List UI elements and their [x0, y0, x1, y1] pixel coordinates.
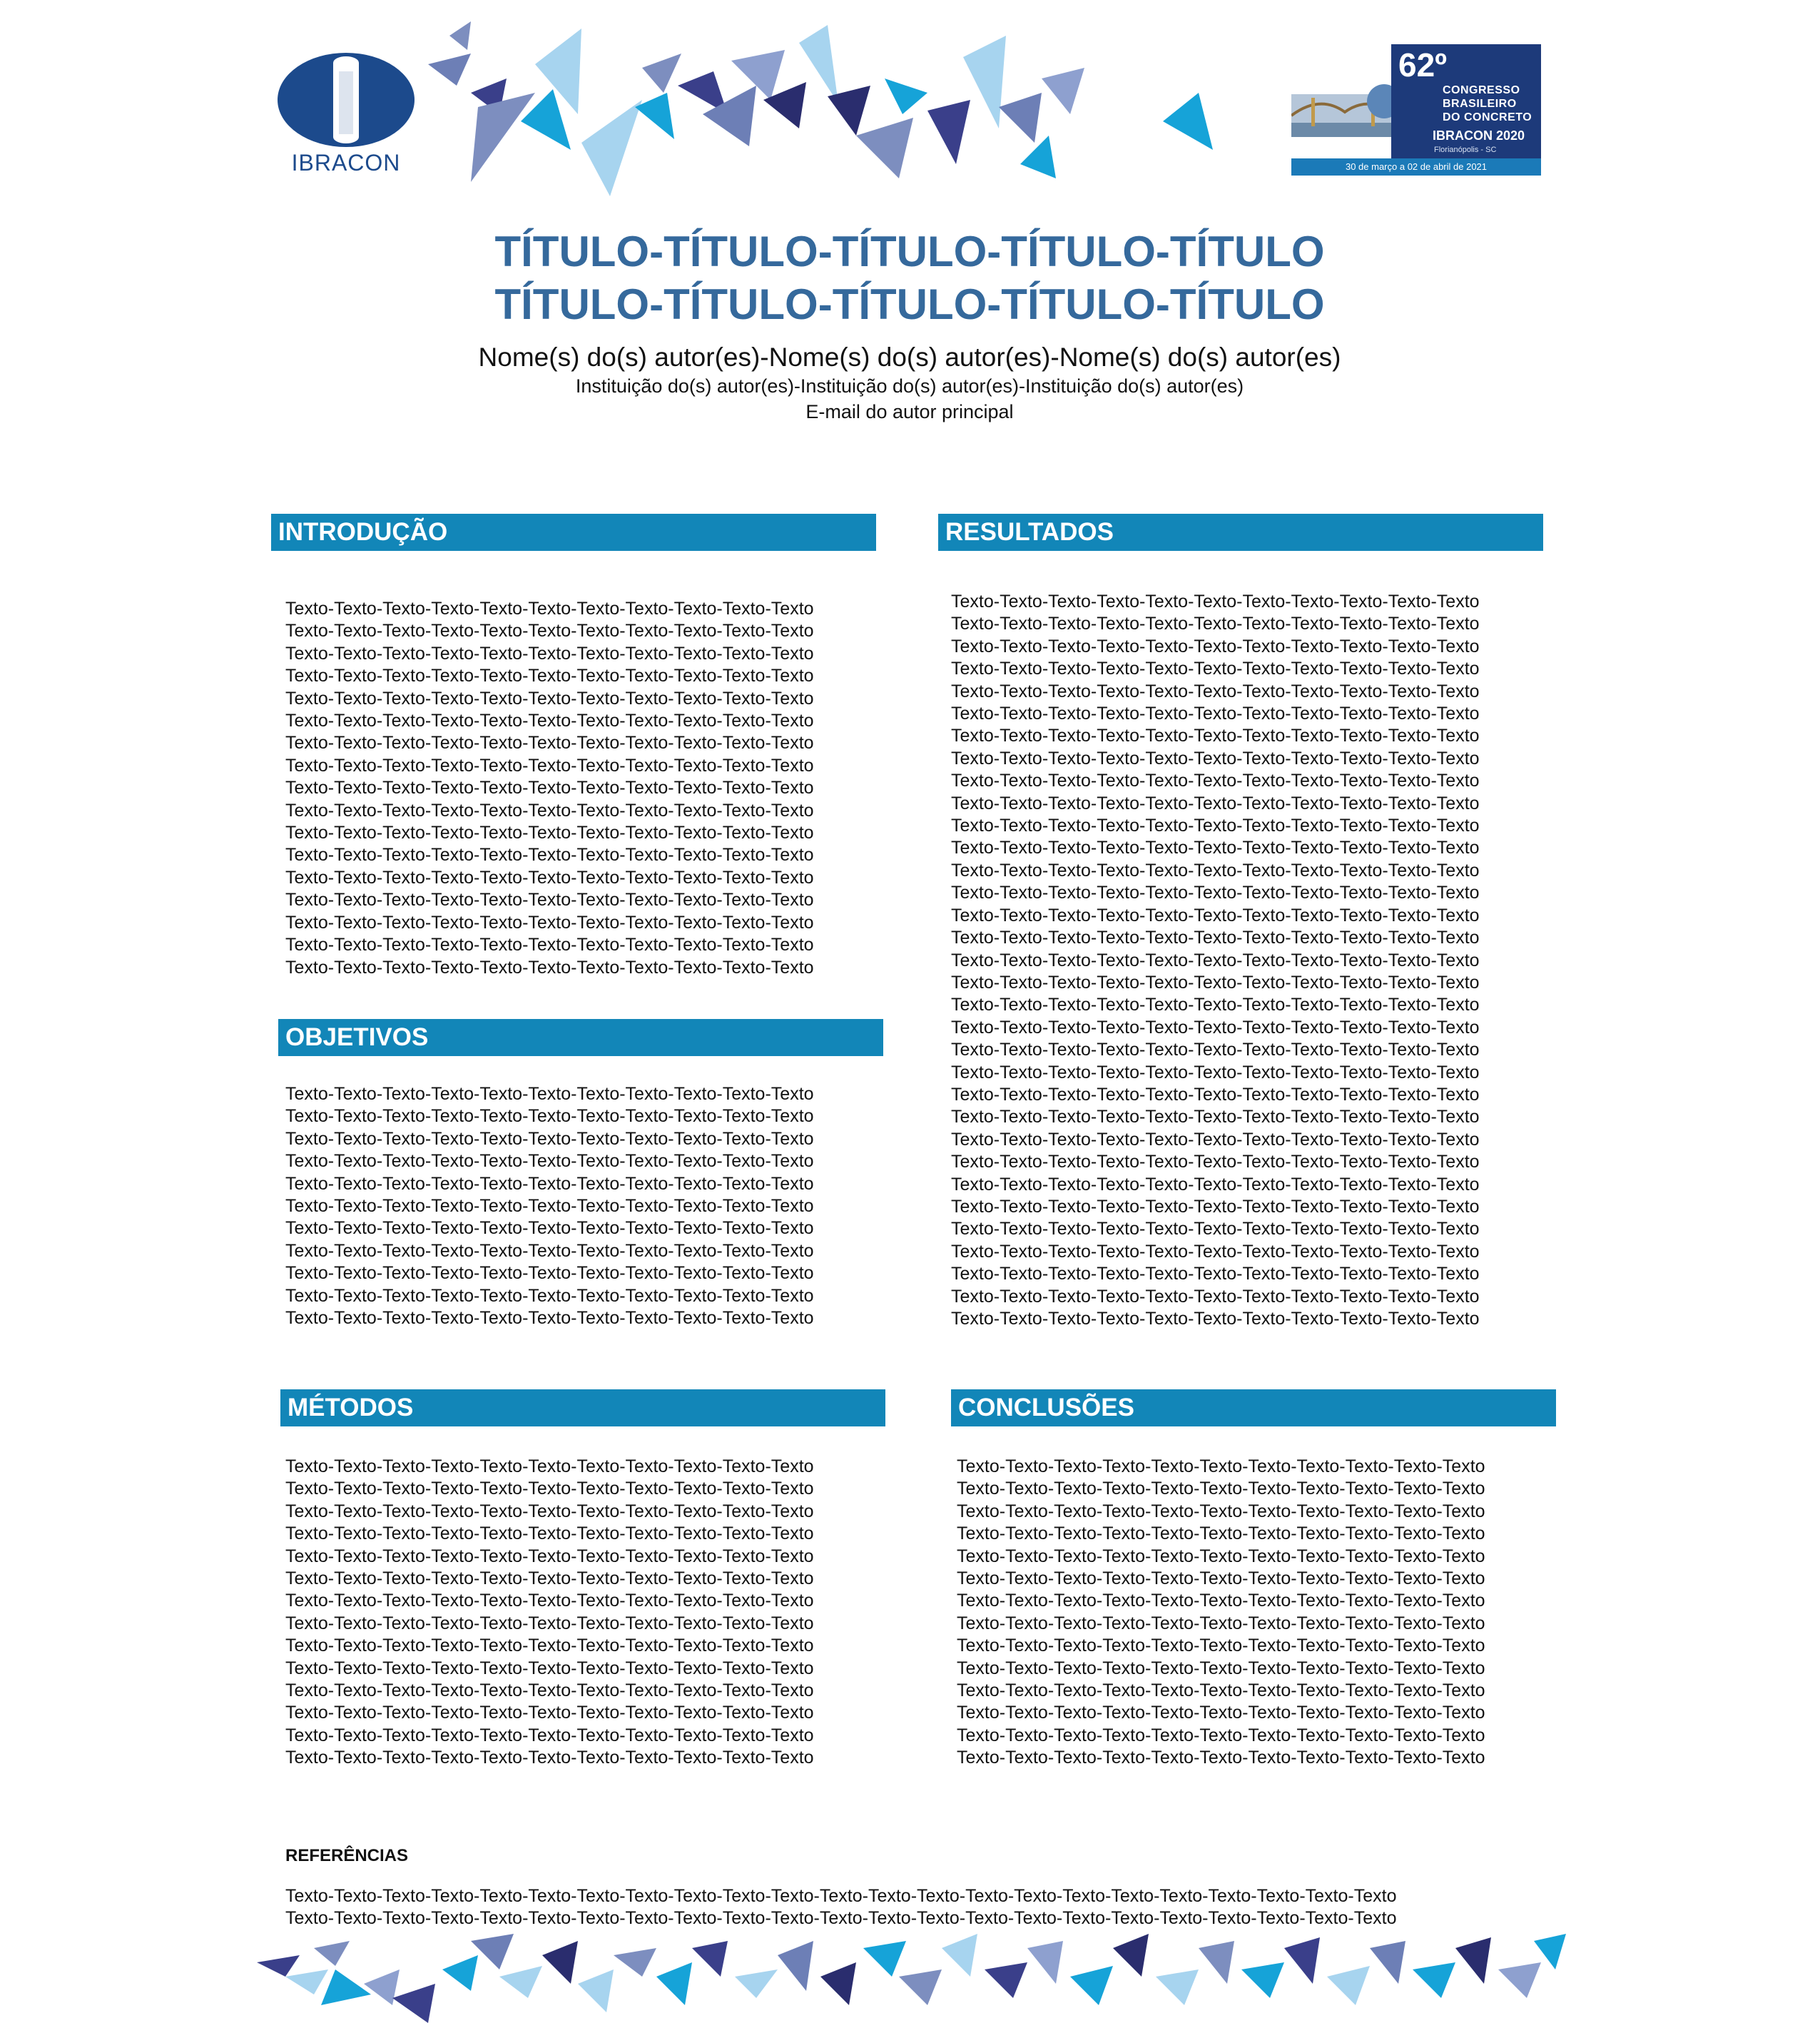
ibracon-logo-icon — [275, 50, 417, 150]
text-line: Texto-Texto-Texto-Texto-Texto-Texto-Texto-Texto-Texto-Texto-Texto — [285, 1196, 814, 1217]
text-line: Texto-Texto-Texto-Texto-Texto-Texto-Texto-Texto-Texto-Texto-Texto — [285, 1285, 814, 1306]
text-line: Texto-Texto-Texto-Texto-Texto-Texto-Texto-Texto-Texto-Texto-Texto — [951, 1062, 1480, 1083]
decorative-triangles-bottom — [257, 1927, 1570, 2023]
section-text-resultados — [951, 591, 1480, 1330]
text-line: Texto-Texto-Texto-Texto-Texto-Texto-Texto-Texto-Texto-Texto-Texto — [285, 778, 814, 798]
text-line: Texto-Texto-Texto-Texto-Texto-Texto-Texto-Texto-Texto-Texto-Texto — [957, 1479, 1485, 1499]
text-line: Texto-Texto-Texto-Texto-Texto-Texto-Texto-Texto-Texto-Texto-Texto — [285, 935, 814, 955]
text-line: Texto-Texto-Texto-Texto-Texto-Texto-Texto-Texto-Texto-Texto-Texto — [951, 1017, 1480, 1038]
text-line: Texto-Texto-Texto-Texto-Texto-Texto-Texto-Texto-Texto-Texto-Texto — [951, 1174, 1480, 1195]
text-line: Texto-Texto-Texto-Texto-Texto-Texto-Texto-Texto-Texto-Texto-Texto — [285, 867, 814, 888]
section-header-metodos: MÉTODOS — [280, 1389, 885, 1426]
text-line: Texto-Texto-Texto-Texto-Texto-Texto-Texto-Texto-Texto-Texto-Texto — [957, 1658, 1485, 1678]
text-line: Texto-Texto-Texto-Texto-Texto-Texto-Texto-Texto-Texto-Texto-Texto — [951, 1084, 1480, 1105]
text-line: Texto-Texto-Texto-Texto-Texto-Texto-Texto-Texto-Texto-Texto-Texto — [951, 681, 1480, 701]
text-line: Texto-Texto-Texto-Texto-Texto-Texto-Texto-Texto-Texto-Texto-Texto — [285, 1568, 814, 1589]
text-line: Texto-Texto-Texto-Texto-Texto-Texto-Texto-Texto-Texto-Texto-Texto — [951, 1286, 1480, 1307]
text-line: Texto-Texto-Texto-Texto-Texto-Texto-Texto-Texto-Texto-Texto-Texto — [951, 928, 1480, 948]
text-line: Texto-Texto-Texto-Texto-Texto-Texto-Texto-Texto-Texto-Texto-Texto — [285, 1128, 814, 1149]
text-line: Texto-Texto-Texto-Texto-Texto-Texto-Texto-Texto-Texto-Texto-Texto — [951, 1264, 1480, 1284]
text-line: Texto-Texto-Texto-Texto-Texto-Texto-Texto-Texto-Texto-Texto-Texto — [951, 860, 1480, 881]
section-header-referencias: REFERÊNCIAS — [285, 1846, 409, 1865]
section-header-introducao: INTRODUÇÃO — [271, 514, 876, 551]
text-line: Texto-Texto-Texto-Texto-Texto-Texto-Texto-Texto-Texto-Texto-Texto — [285, 711, 814, 731]
section-text-objetivos — [285, 1083, 814, 1329]
text-line: Texto-Texto-Texto-Texto-Texto-Texto-Texto-Texto-Texto-Texto-Texto — [285, 1173, 814, 1194]
text-line: Texto-Texto-Texto-Texto-Texto-Texto-Texto-Texto-Texto-Texto-Texto — [285, 1308, 814, 1329]
text-line: Texto-Texto-Texto-Texto-Texto-Texto-Texto-Texto-Texto-Texto-Texto — [285, 1106, 814, 1127]
text-line: Texto-Texto-Texto-Texto-Texto-Texto-Texto-Texto-Texto-Texto-Texto — [285, 1703, 814, 1723]
text-line: Texto-Texto-Texto-Texto-Texto-Texto-Texto-Texto-Texto-Texto-Texto — [285, 890, 814, 911]
text-line: Texto-Texto-Texto-Texto-Texto-Texto-Texto-Texto-Texto-Texto-Texto-Texto-Texto-Texto-Texto-Texto-Texto-Texto-Texto-Texto-Texto-Texto-Texto — [285, 1886, 1397, 1906]
text-line: Texto-Texto-Texto-Texto-Texto-Texto-Texto-Texto-Texto-Texto-Texto — [285, 1479, 814, 1499]
congress-line3: DO CONCRETO — [1443, 111, 1532, 123]
congress-city: Florianópolis - SC — [1434, 146, 1497, 154]
text-line: Texto-Texto-Texto-Texto-Texto-Texto-Texto-Texto-Texto-Texto-Texto — [285, 1263, 814, 1284]
text-line: Texto-Texto-Texto-Texto-Texto-Texto-Texto-Texto-Texto-Texto-Texto — [951, 636, 1480, 656]
text-line: Texto-Texto-Texto-Texto-Texto-Texto-Texto-Texto-Texto-Texto-Texto — [285, 643, 814, 664]
text-line: Texto-Texto-Texto-Texto-Texto-Texto-Texto-Texto-Texto-Texto-Texto — [285, 599, 814, 619]
text-line: Texto-Texto-Texto-Texto-Texto-Texto-Texto-Texto-Texto-Texto-Texto-Texto-Texto-Texto-Texto-Texto-Texto-Texto-Texto-Texto-Texto-Texto-Texto — [285, 1908, 1397, 1929]
text-line: Texto-Texto-Texto-Texto-Texto-Texto-Texto-Texto-Texto-Texto-Texto — [285, 1151, 814, 1172]
bridge-photo-icon — [1291, 73, 1398, 151]
text-line: Texto-Texto-Texto-Texto-Texto-Texto-Texto-Texto-Texto-Texto-Texto — [951, 1040, 1480, 1060]
text-line: Texto-Texto-Texto-Texto-Texto-Texto-Texto-Texto-Texto-Texto-Texto — [957, 1636, 1485, 1656]
text-line: Texto-Texto-Texto-Texto-Texto-Texto-Texto-Texto-Texto-Texto-Texto — [957, 1725, 1485, 1745]
text-line: Texto-Texto-Texto-Texto-Texto-Texto-Texto-Texto-Texto-Texto-Texto — [285, 755, 814, 776]
congress-number: 62º — [1398, 46, 1447, 83]
text-line: Texto-Texto-Texto-Texto-Texto-Texto-Texto-Texto-Texto-Texto-Texto — [285, 1658, 814, 1678]
author-email: E-mail do autor principal — [805, 401, 1014, 422]
congress-event: IBRACON 2020 — [1433, 128, 1525, 143]
section-text-introducao — [285, 598, 814, 979]
text-line: Texto-Texto-Texto-Texto-Texto-Texto-Texto-Texto-Texto-Texto-Texto — [957, 1613, 1485, 1633]
text-line: Texto-Texto-Texto-Texto-Texto-Texto-Texto-Texto-Texto-Texto-Texto — [951, 1241, 1480, 1262]
ibracon-logo — [275, 50, 417, 176]
text-line: Texto-Texto-Texto-Texto-Texto-Texto-Texto-Texto-Texto-Texto-Texto — [285, 666, 814, 686]
text-line: Texto-Texto-Texto-Texto-Texto-Texto-Texto-Texto-Texto-Texto-Texto — [285, 845, 814, 866]
text-line: Texto-Texto-Texto-Texto-Texto-Texto-Texto-Texto-Texto-Texto-Texto — [285, 1523, 814, 1544]
text-line: Texto-Texto-Texto-Texto-Texto-Texto-Texto-Texto-Texto-Texto-Texto — [957, 1680, 1485, 1701]
text-line: Texto-Texto-Texto-Texto-Texto-Texto-Texto-Texto-Texto-Texto-Texto — [285, 733, 814, 754]
text-line: Texto-Texto-Texto-Texto-Texto-Texto-Texto-Texto-Texto-Texto-Texto — [285, 1218, 814, 1239]
institution: Instituição do(s) autor(es)-Instituição do(s) autor(es)-Instituição do(s) autor(es) — [575, 375, 1244, 397]
text-line: Texto-Texto-Texto-Texto-Texto-Texto-Texto-Texto-Texto-Texto-Texto — [951, 614, 1480, 634]
text-line: Texto-Texto-Texto-Texto-Texto-Texto-Texto-Texto-Texto-Texto-Texto — [957, 1591, 1485, 1611]
text-line: Texto-Texto-Texto-Texto-Texto-Texto-Texto-Texto-Texto-Texto-Texto — [285, 688, 814, 709]
authors: Nome(s) do(s) autor(es)-Nome(s) do(s) autor(es)-Nome(s) do(s) autor(es) — [478, 343, 1341, 372]
text-line: Texto-Texto-Texto-Texto-Texto-Texto-Texto-Texto-Texto-Texto-Texto — [951, 883, 1480, 903]
congress-badge — [1291, 44, 1541, 176]
text-line: Texto-Texto-Texto-Texto-Texto-Texto-Texto-Texto-Texto-Texto-Texto — [285, 1725, 814, 1745]
text-line: Texto-Texto-Texto-Texto-Texto-Texto-Texto-Texto-Texto-Texto-Texto — [951, 793, 1480, 813]
text-line: Texto-Texto-Texto-Texto-Texto-Texto-Texto-Texto-Texto-Texto-Texto — [957, 1703, 1485, 1723]
section-header-conclusoes: CONCLUSÕES — [951, 1389, 1556, 1426]
section-text-referencias — [285, 1885, 1396, 1930]
text-line: Texto-Texto-Texto-Texto-Texto-Texto-Texto-Texto-Texto-Texto-Texto — [285, 1546, 814, 1566]
text-line: Texto-Texto-Texto-Texto-Texto-Texto-Texto-Texto-Texto-Texto-Texto — [951, 995, 1480, 1015]
text-line: Texto-Texto-Texto-Texto-Texto-Texto-Texto-Texto-Texto-Texto-Texto — [285, 1084, 814, 1104]
text-line: Texto-Texto-Texto-Texto-Texto-Texto-Texto-Texto-Texto-Texto-Texto — [285, 1613, 814, 1633]
text-line: Texto-Texto-Texto-Texto-Texto-Texto-Texto-Texto-Texto-Texto-Texto — [957, 1546, 1485, 1566]
text-line: Texto-Texto-Texto-Texto-Texto-Texto-Texto-Texto-Texto-Texto-Texto — [285, 957, 814, 978]
title-line-1: TÍTULO-TÍTULO-TÍTULO-TÍTULO-TÍTULO — [494, 228, 1325, 275]
text-line: Texto-Texto-Texto-Texto-Texto-Texto-Texto-Texto-Texto-Texto-Texto — [951, 950, 1480, 970]
text-line: Texto-Texto-Texto-Texto-Texto-Texto-Texto-Texto-Texto-Texto-Texto — [951, 771, 1480, 791]
congress-line2: BRASILEIRO — [1443, 98, 1517, 110]
text-line: Texto-Texto-Texto-Texto-Texto-Texto-Texto-Texto-Texto-Texto-Texto — [285, 621, 814, 642]
text-line: Texto-Texto-Texto-Texto-Texto-Texto-Texto-Texto-Texto-Texto-Texto — [285, 1680, 814, 1701]
text-line: Texto-Texto-Texto-Texto-Texto-Texto-Texto-Texto-Texto-Texto-Texto — [957, 1501, 1485, 1521]
congress-dates: 30 de março a 02 de abril de 2021 — [1345, 161, 1488, 172]
text-line: Texto-Texto-Texto-Texto-Texto-Texto-Texto-Texto-Texto-Texto-Texto — [957, 1456, 1485, 1476]
text-line: Texto-Texto-Texto-Texto-Texto-Texto-Texto-Texto-Texto-Texto-Texto — [285, 1456, 814, 1476]
text-line: Texto-Texto-Texto-Texto-Texto-Texto-Texto-Texto-Texto-Texto-Texto — [951, 1107, 1480, 1127]
text-line: Texto-Texto-Texto-Texto-Texto-Texto-Texto-Texto-Texto-Texto-Texto — [951, 1309, 1480, 1329]
text-line: Texto-Texto-Texto-Texto-Texto-Texto-Texto-Texto-Texto-Texto-Texto — [951, 1219, 1480, 1239]
title-line-2: TÍTULO-TÍTULO-TÍTULO-TÍTULO-TÍTULO — [494, 280, 1325, 328]
text-line: Texto-Texto-Texto-Texto-Texto-Texto-Texto-Texto-Texto-Texto-Texto — [951, 592, 1480, 612]
text-line: Texto-Texto-Texto-Texto-Texto-Texto-Texto-Texto-Texto-Texto-Texto — [285, 823, 814, 843]
text-line: Texto-Texto-Texto-Texto-Texto-Texto-Texto-Texto-Texto-Texto-Texto — [951, 1129, 1480, 1150]
text-line: Texto-Texto-Texto-Texto-Texto-Texto-Texto-Texto-Texto-Texto-Texto — [951, 659, 1480, 679]
text-line: Texto-Texto-Texto-Texto-Texto-Texto-Texto-Texto-Texto-Texto-Texto — [957, 1568, 1485, 1589]
text-line: Texto-Texto-Texto-Texto-Texto-Texto-Texto-Texto-Texto-Texto-Texto — [285, 912, 814, 933]
text-line: Texto-Texto-Texto-Texto-Texto-Texto-Texto-Texto-Texto-Texto-Texto — [285, 1591, 814, 1611]
text-line: Texto-Texto-Texto-Texto-Texto-Texto-Texto-Texto-Texto-Texto-Texto — [951, 1152, 1480, 1172]
section-header-objetivos: OBJETIVOS — [278, 1019, 883, 1056]
text-line: Texto-Texto-Texto-Texto-Texto-Texto-Texto-Texto-Texto-Texto-Texto — [951, 704, 1480, 724]
text-line: Texto-Texto-Texto-Texto-Texto-Texto-Texto-Texto-Texto-Texto-Texto — [285, 800, 814, 821]
section-header-resultados: RESULTADOS — [938, 514, 1543, 551]
section-text-conclusoes — [957, 1456, 1485, 1770]
text-line: Texto-Texto-Texto-Texto-Texto-Texto-Texto-Texto-Texto-Texto-Texto — [285, 1501, 814, 1521]
text-line: Texto-Texto-Texto-Texto-Texto-Texto-Texto-Texto-Texto-Texto-Texto — [951, 726, 1480, 746]
text-line: Texto-Texto-Texto-Texto-Texto-Texto-Texto-Texto-Texto-Texto-Texto — [951, 748, 1480, 769]
text-line: Texto-Texto-Texto-Texto-Texto-Texto-Texto-Texto-Texto-Texto-Texto — [285, 1240, 814, 1261]
text-line: Texto-Texto-Texto-Texto-Texto-Texto-Texto-Texto-Texto-Texto-Texto — [285, 1636, 814, 1656]
ibracon-logo-text: IBRACON — [291, 150, 401, 176]
text-line: Texto-Texto-Texto-Texto-Texto-Texto-Texto-Texto-Texto-Texto-Texto — [951, 1196, 1480, 1217]
text-line: Texto-Texto-Texto-Texto-Texto-Texto-Texto-Texto-Texto-Texto-Texto — [951, 905, 1480, 926]
text-line: Texto-Texto-Texto-Texto-Texto-Texto-Texto-Texto-Texto-Texto-Texto — [951, 972, 1480, 993]
text-line: Texto-Texto-Texto-Texto-Texto-Texto-Texto-Texto-Texto-Texto-Texto — [957, 1748, 1485, 1768]
text-line: Texto-Texto-Texto-Texto-Texto-Texto-Texto-Texto-Texto-Texto-Texto — [951, 816, 1480, 836]
congress-line1: CONGRESSO — [1443, 84, 1520, 96]
text-line: Texto-Texto-Texto-Texto-Texto-Texto-Texto-Texto-Texto-Texto-Texto — [285, 1748, 814, 1768]
text-line: Texto-Texto-Texto-Texto-Texto-Texto-Texto-Texto-Texto-Texto-Texto — [951, 838, 1480, 858]
decorative-triangles-top — [428, 21, 1306, 214]
text-line: Texto-Texto-Texto-Texto-Texto-Texto-Texto-Texto-Texto-Texto-Texto — [957, 1523, 1485, 1544]
section-text-metodos — [285, 1456, 814, 1770]
